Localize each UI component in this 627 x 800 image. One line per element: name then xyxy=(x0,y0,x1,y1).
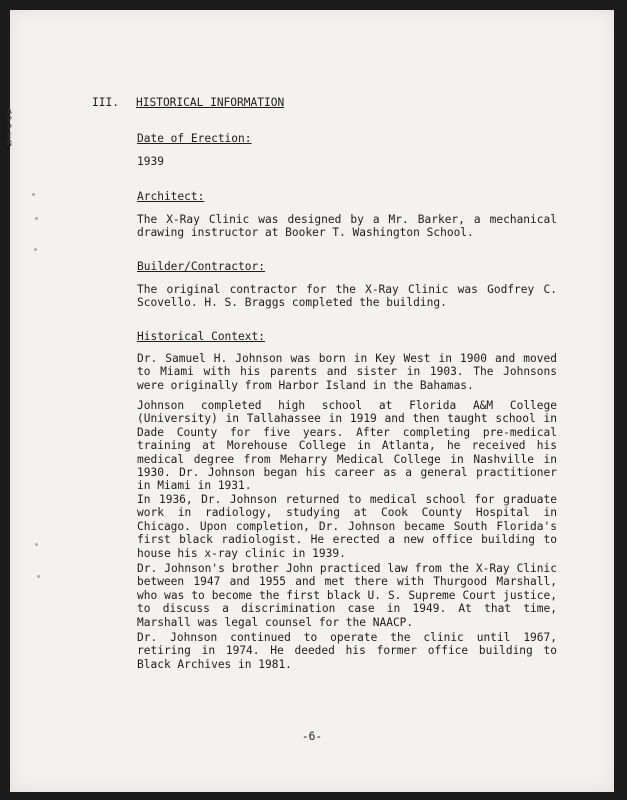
section-heading xyxy=(92,96,284,109)
section-number: III. xyxy=(92,96,119,109)
date-of-erection-value: 1939 xyxy=(137,155,164,168)
context-paragraph: Dr. Samuel H. Johnson was born in Key West in 1900 and moved to Miami with his parents and sister in 1903. The Johnsons were originally from Harbor Island in the Bahamas. xyxy=(137,352,557,392)
architect-text: The X-Ray Clinic was designed by a Mr. Barker, a mechanical drawing instructor at Booker T. Washington School. xyxy=(137,213,557,240)
margin-text-fragment: APPEN xyxy=(7,107,12,148)
builder-label: Builder/Contractor: xyxy=(137,260,265,273)
context-paragraph: Johnson completed high school at Florida A&M College (University) in Tallahassee in 1919 and then taught school in Dade County for five years. After completing pre-medical training at Morehouse College in Atlanta, he received his medical degree from Meharry Medical College in Nashville in 1930. Dr. Johnson began his career as a general practitioner in Miami in 1931. xyxy=(137,399,557,493)
context-paragraph: Dr. Johnson's brother John practiced law from the X-Ray Clinic between 1947 and 1955 and met there with Thurgood Marshall, who was to become the first black U. S. Supreme Court justice, to discuss a discrimination case in 1949. At that time, Marshall was legal counsel for the NAACP. xyxy=(137,562,557,629)
margin-speck xyxy=(35,543,38,546)
margin-speck xyxy=(32,193,35,196)
date-of-erection-label: Date of Erection: xyxy=(137,132,252,145)
margin-speck xyxy=(37,575,40,578)
context-paragraph: In 1936, Dr. Johnson returned to medical school for graduate work in radiology, studying at Cook County Hospital in Chicago. Upon completion, Dr. Johnson became South Florida's first black radiologist. He erected a new office building to house his x-ray clinic in 1939. xyxy=(137,493,557,560)
context-paragraph: Dr. Johnson continued to operate the clinic until 1967, retiring in 1974. He deeded his former office building to Black Archives in 1981. xyxy=(137,631,557,671)
page-number: -6- xyxy=(301,730,323,743)
margin-speck xyxy=(34,248,37,251)
builder-text: The original contractor for the X-Ray Clinic was Godfrey C. Scovello. H. S. Braggs completed the building. xyxy=(137,283,557,310)
document-page xyxy=(7,10,614,792)
section-title: HISTORICAL INFORMATION xyxy=(136,96,285,109)
architect-label: Architect: xyxy=(137,190,205,203)
historical-context-label: Historical Context: xyxy=(137,330,265,343)
margin-speck xyxy=(35,217,38,220)
